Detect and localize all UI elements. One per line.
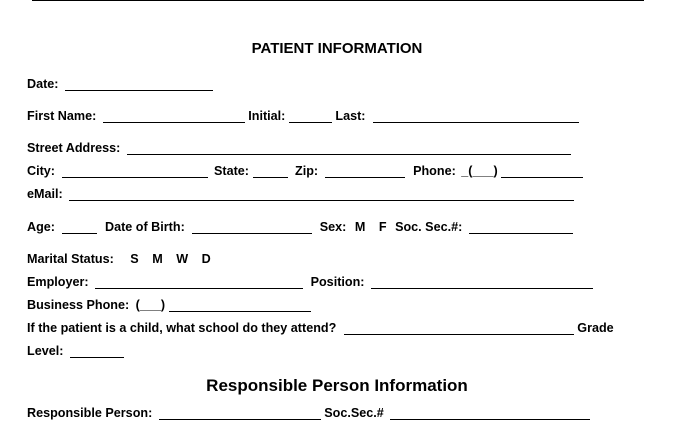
zip-field[interactable] (325, 163, 405, 178)
zip-label: Zip: (295, 164, 319, 178)
age-label: Age: (27, 220, 55, 234)
business-phone-row (27, 295, 311, 315)
city-field[interactable] (62, 163, 208, 178)
street-address-row (27, 138, 571, 158)
responsible-person-section-title: Responsible Person Information (206, 376, 468, 395)
phone-label: Phone: (413, 164, 456, 178)
responsible-person-row (27, 403, 590, 423)
marital-option-m[interactable]: M (152, 252, 163, 266)
form-title: PATIENT INFORMATION (251, 40, 423, 57)
marital-status-label: Marital Status: (27, 252, 114, 266)
responsible-person-label: Responsible Person: (27, 406, 153, 420)
employer-row (27, 272, 593, 292)
last-name-field[interactable] (373, 108, 579, 123)
last-name-label: Last: (335, 109, 366, 123)
ssn-label: Soc. Sec.#: (395, 220, 463, 234)
ssn-field[interactable] (469, 219, 573, 234)
responsible-ssn-label: Soc.Sec.# (324, 406, 384, 420)
grade-label: Grade (577, 321, 614, 335)
level-field[interactable] (70, 343, 124, 358)
state-label: State: (214, 164, 249, 178)
phone-field[interactable] (501, 163, 583, 178)
email-field[interactable] (69, 186, 574, 201)
street-address-label: Street Address: (27, 141, 121, 155)
position-field[interactable] (371, 274, 593, 289)
initial-field[interactable] (289, 108, 332, 123)
email-row (27, 184, 574, 204)
first-name-label: First Name: (27, 109, 97, 123)
employer-field[interactable] (95, 274, 303, 289)
business-phone-field[interactable] (169, 297, 311, 312)
dob-field[interactable] (192, 219, 312, 234)
date-field[interactable] (65, 76, 213, 91)
position-label: Position: (310, 275, 365, 289)
state-field[interactable] (253, 163, 288, 178)
date-row (27, 74, 213, 94)
school-question-label: If the patient is a child, what school do they attend? (27, 321, 337, 335)
sex-label: Sex: (319, 220, 347, 234)
city-label: City: (27, 164, 55, 178)
sex-option-m[interactable]: M (354, 220, 366, 234)
sex-option-f[interactable]: F (378, 220, 387, 234)
responsible-person-field[interactable] (159, 405, 321, 420)
employer-label: Employer: (27, 275, 89, 289)
marital-option-w[interactable]: W (176, 252, 189, 266)
street-address-field[interactable] (127, 140, 571, 155)
dob-label: Date of Birth: (105, 220, 185, 234)
level-label: Level: (27, 344, 64, 358)
school-field[interactable] (344, 320, 574, 335)
responsible-ssn-field[interactable] (390, 405, 590, 420)
age-field[interactable] (62, 219, 97, 234)
age-row (27, 217, 573, 237)
level-row (27, 341, 124, 361)
initial-label: Initial: (248, 109, 286, 123)
marital-option-s[interactable]: S (130, 252, 139, 266)
date-label: Date: (27, 77, 59, 91)
city-row (27, 161, 583, 181)
marital-status-row (27, 249, 211, 269)
top-border-box (32, 0, 644, 1)
business-phone-area-code[interactable]: (___) (135, 298, 166, 312)
marital-option-d[interactable]: D (201, 252, 211, 266)
email-label: eMail: (27, 187, 63, 201)
school-row (27, 318, 614, 338)
phone-area-code[interactable]: _(___) (461, 164, 498, 178)
first-name-field[interactable] (103, 108, 245, 123)
name-row (27, 106, 579, 126)
business-phone-label: Business Phone: (27, 298, 130, 312)
